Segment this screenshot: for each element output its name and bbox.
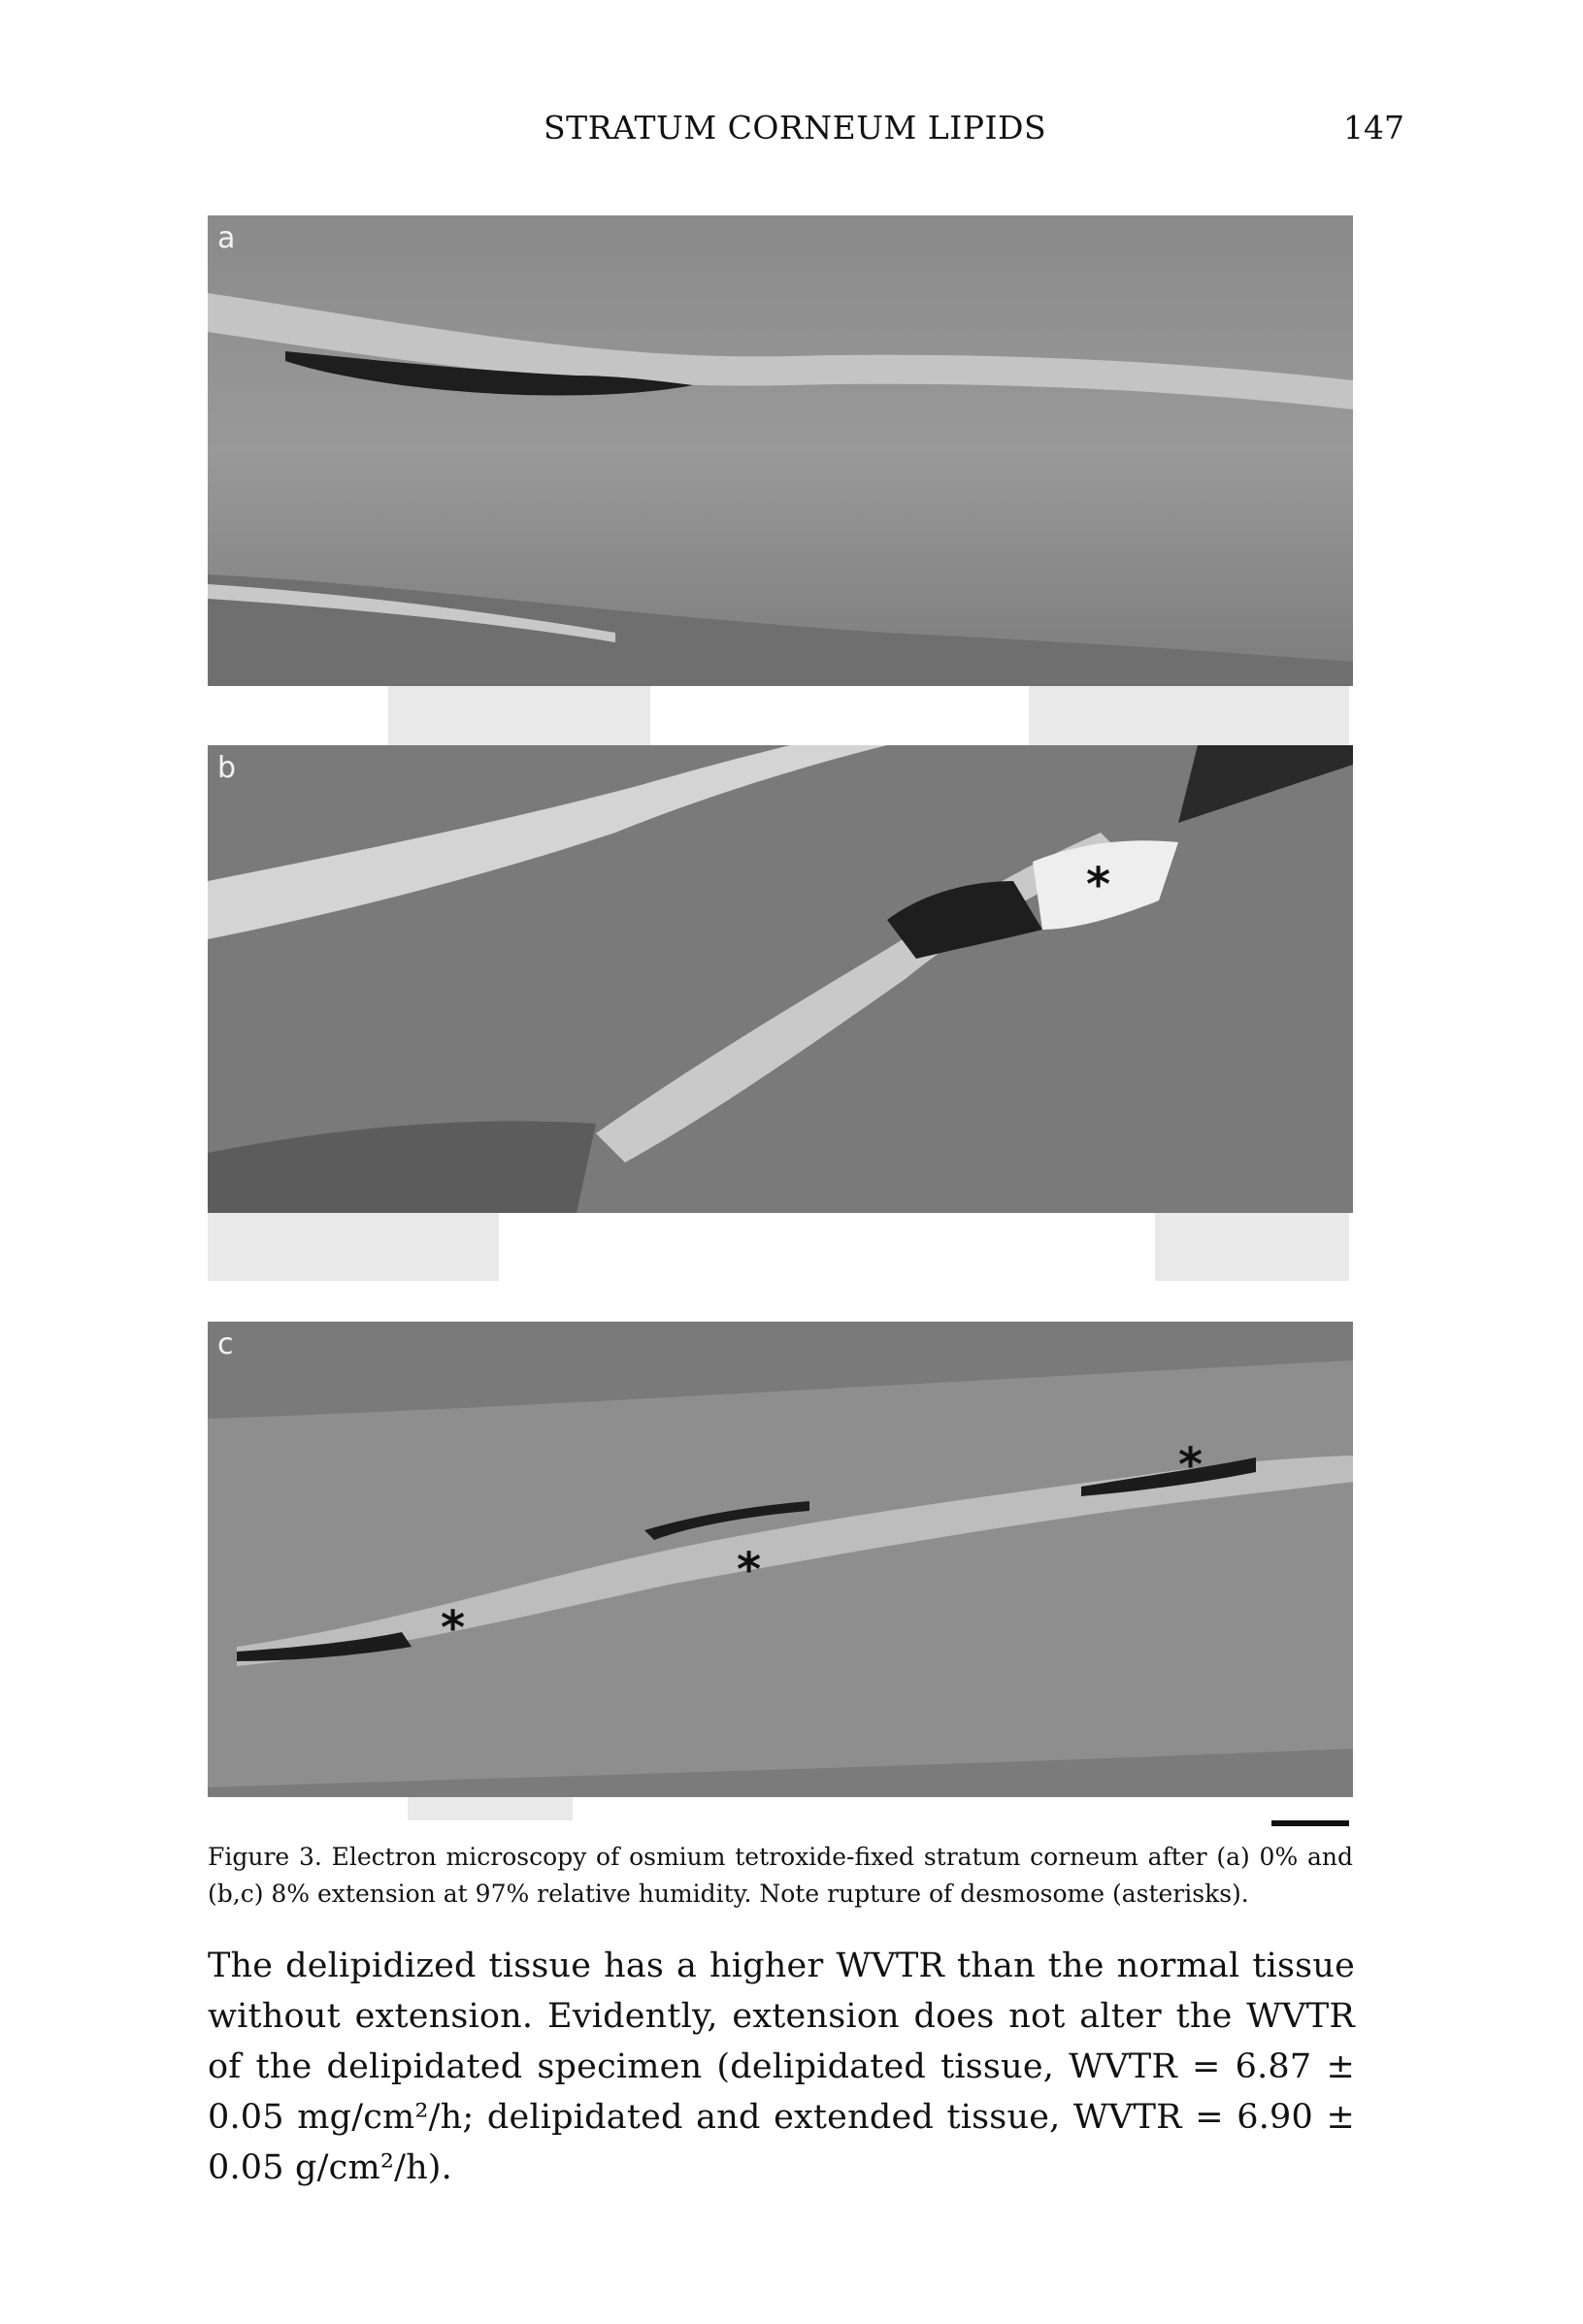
body-paragraph: The delipidized tissue has a higher WVTR than the normal tissue without extension. Evidently, extension does not alter the WVTR of the delipidated specimen (delipidated tissue, WVTR = 6.87 ± 0.05 mg/cm²/h; delipidated and extended tissue, WVTR = 6.90 ± 0.05 g/cm²/h).	[208, 1947, 1355, 2187]
figure-panel-b	[208, 745, 1353, 1213]
desmosome-asterisk: *	[1178, 1438, 1204, 1492]
photo-gap-strip	[1155, 1213, 1349, 1281]
page-number: 147	[1343, 109, 1404, 147]
panel-label-b: b	[217, 751, 237, 785]
desmosome-asterisk: *	[441, 1601, 466, 1655]
micrograph-c	[208, 1322, 1353, 1797]
figure-caption: Figure 3. Electron microscopy of osmium tetroxide-fixed stratum corneum after (a) 0% and (b,c) 8% extension at 97% relative humidity. Note rupture of desmosome (asterisks).	[208, 1843, 1353, 1908]
panel-label-a: a	[217, 221, 236, 255]
desmosome-asterisk: *	[737, 1543, 762, 1597]
running-title: STRATUM CORNEUM LIPIDS	[544, 109, 1047, 147]
scale-bar	[1271, 1820, 1349, 1826]
figure-panel-a	[208, 215, 1353, 686]
figure-panel-c	[208, 1322, 1353, 1797]
photo-gap-strip	[1029, 686, 1349, 754]
micrograph-a	[208, 215, 1353, 686]
photo-gap-strip	[388, 686, 650, 754]
desmosome-asterisk: *	[1086, 858, 1111, 912]
photo-gap-strip	[408, 1797, 573, 1820]
panel-label-c: c	[217, 1327, 234, 1361]
micrograph-b	[208, 745, 1353, 1213]
photo-gap-strip	[208, 1213, 499, 1281]
